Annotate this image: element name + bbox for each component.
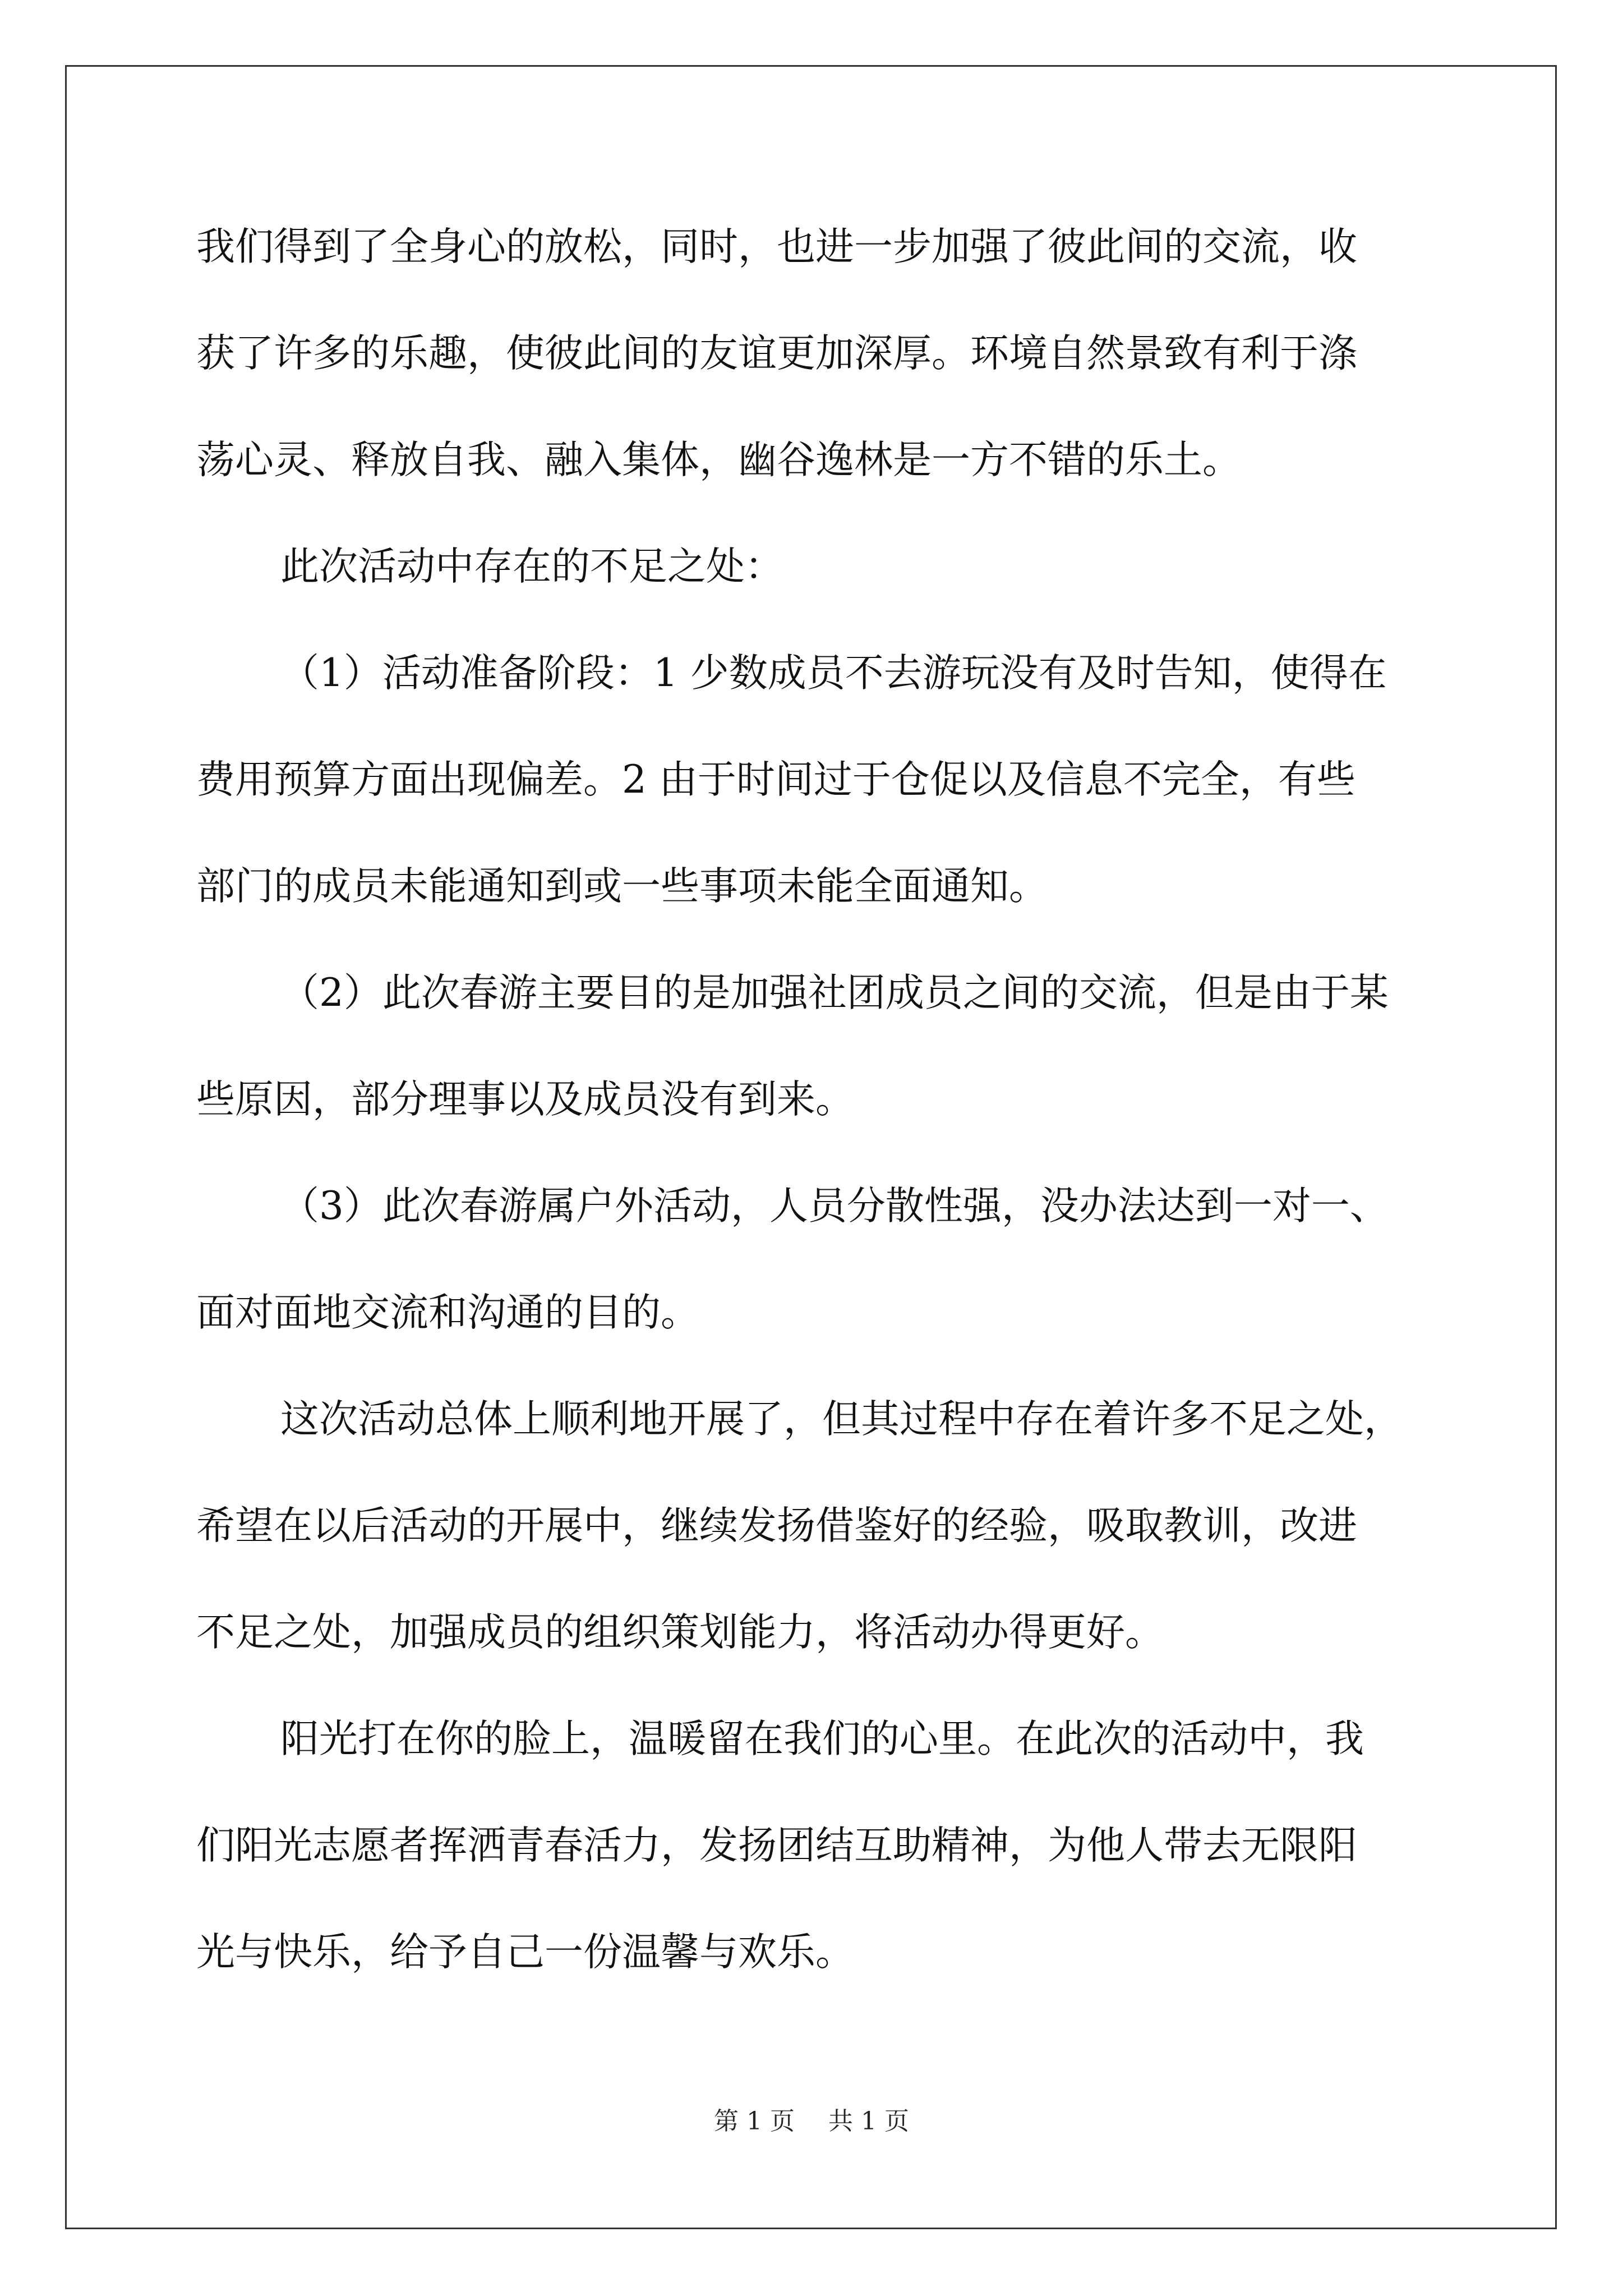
- body-line: 不足之处，加强成员的组织策划能力，将活动办得更好。: [196, 1610, 1164, 1655]
- body-line: 希望在以后活动的开展中，继续发扬借鉴好的经验，吸取教训，改进: [196, 1503, 1357, 1548]
- page-number: 第 1 页: [714, 2107, 795, 2136]
- body-line: 荡心灵、释放自我、融入集体，幽谷逸林是一方不错的乐土。: [196, 438, 1241, 482]
- page-footer: [0, 2105, 1623, 2138]
- page-total: 共 1 页: [828, 2107, 909, 2136]
- body-line: 这次活动总体上顺利地开展了，但其过程中存在着许多不足之处，: [280, 1397, 1403, 1442]
- body-line: 阳光打在你的脸上，温暖留在我们的心里。在此次的活动中，我: [280, 1717, 1364, 1761]
- body-line: 部门的成员未能通知到或一些事项未能全面通知。: [196, 864, 1048, 909]
- body-line: 费用预算方面出现偏差。2 由于时间过于仓促以及信息不完全，有些: [196, 757, 1355, 802]
- section-heading: 此次活动中存在的不足之处：: [280, 544, 783, 589]
- body-line: （2）此次春游主要目的是加强社团成员之间的交流，但是由于某: [280, 970, 1389, 1015]
- body-line: 些原因，部分理事以及成员没有到来。: [196, 1077, 854, 1122]
- body-line: 面对面地交流和沟通的目的。: [196, 1290, 699, 1335]
- body-line: 我们得到了全身心的放松，同时，也进一步加强了彼此间的交流，收: [196, 224, 1357, 269]
- body-line: 光与快乐，给予自己一份温馨与欢乐。: [196, 1930, 854, 1975]
- body-line: （3）此次春游属户外活动，人员分散性强，没办法达到一对一、: [280, 1184, 1389, 1228]
- body-line: 获了许多的乐趣，使彼此间的友谊更加深厚。环境自然景致有利于涤: [196, 331, 1357, 376]
- body-line: （1）活动准备阶段：1 少数成员不去游玩没有及时告知，使得在: [280, 651, 1387, 696]
- body-line: 们阳光志愿者挥洒青春活力，发扬团结互助精神，为他人带去无限阳: [196, 1823, 1357, 1868]
- page-border: [65, 65, 1557, 2229]
